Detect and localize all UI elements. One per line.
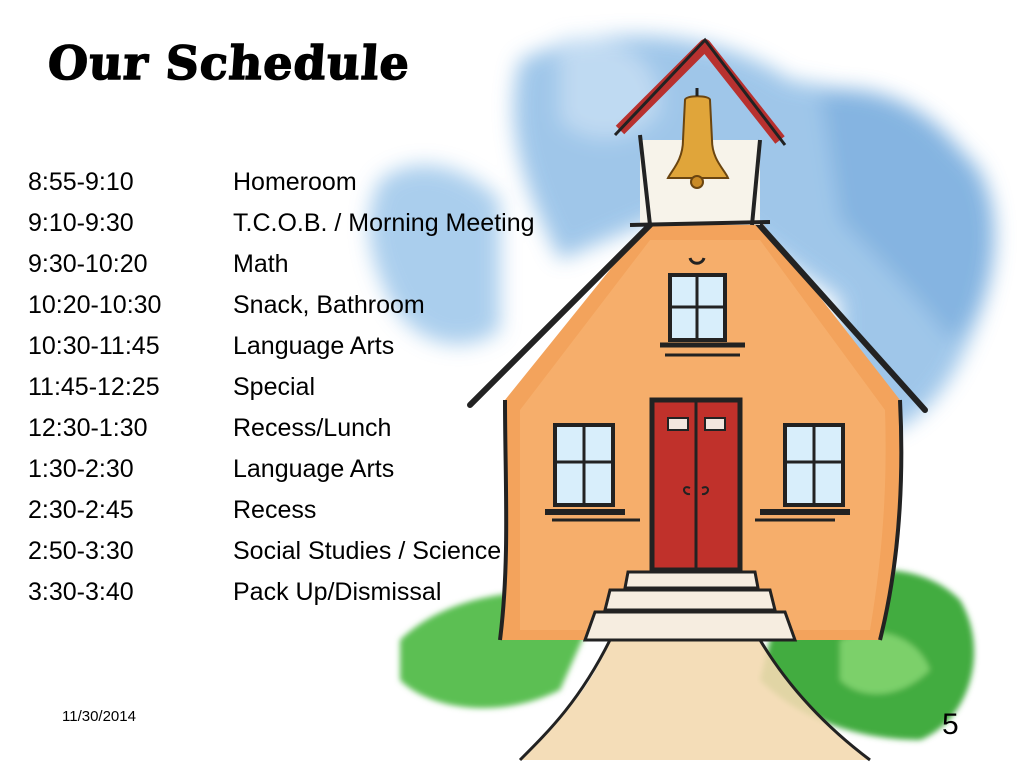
schedule-row (28, 367, 535, 408)
schedule-time: 2:50-3:30 (28, 537, 134, 565)
schedule-activity: T.C.O.B. / Morning Meeting (233, 209, 535, 237)
schedule-list (28, 162, 535, 613)
schedule-row (28, 449, 535, 490)
schedule-activity: Math (233, 250, 289, 278)
schedule-row (28, 326, 535, 367)
door (652, 400, 740, 570)
schedule-activity: Language Arts (233, 455, 395, 483)
schedule-row (28, 203, 535, 244)
schedule-time: 9:10-9:30 (28, 209, 134, 237)
schedule-time: 1:30-2:30 (28, 455, 134, 483)
schedule-time: 10:30-11:45 (28, 332, 160, 360)
schedule-row (28, 408, 535, 449)
schedule-activity: Snack, Bathroom (233, 291, 425, 319)
schedule-time: 3:30-3:40 (28, 578, 134, 606)
schedule-time: 2:30-2:45 (28, 496, 134, 524)
schedule-row (28, 244, 535, 285)
schedule-row (28, 572, 535, 613)
schedule-activity: Recess/Lunch (233, 414, 392, 442)
schedule-activity: Recess (233, 496, 317, 524)
schedule-activity: Social Studies / Science (233, 537, 502, 565)
schedule-time: 11:45-12:25 (28, 373, 160, 401)
schedule-row (28, 490, 535, 531)
schedule-time: 9:30-10:20 (28, 250, 148, 278)
schedule-row (28, 285, 535, 326)
schedule-row (28, 531, 535, 572)
slide-date: 11/30/2014 (62, 708, 136, 725)
schedule-time: 8:55-9:10 (28, 168, 134, 196)
schedule-activity: Pack Up/Dismissal (233, 578, 442, 606)
schedule-time: 12:30-1:30 (28, 414, 148, 442)
schedule-activity: Language Arts (233, 332, 395, 360)
slide-title: Our Schedule (46, 36, 412, 90)
schedule-activity: Special (233, 373, 315, 401)
slide-number: 5 (942, 708, 959, 741)
schedule-time: 10:20-10:30 (28, 291, 162, 319)
schedule-row (28, 162, 535, 203)
schedule-activity: Homeroom (233, 168, 357, 196)
